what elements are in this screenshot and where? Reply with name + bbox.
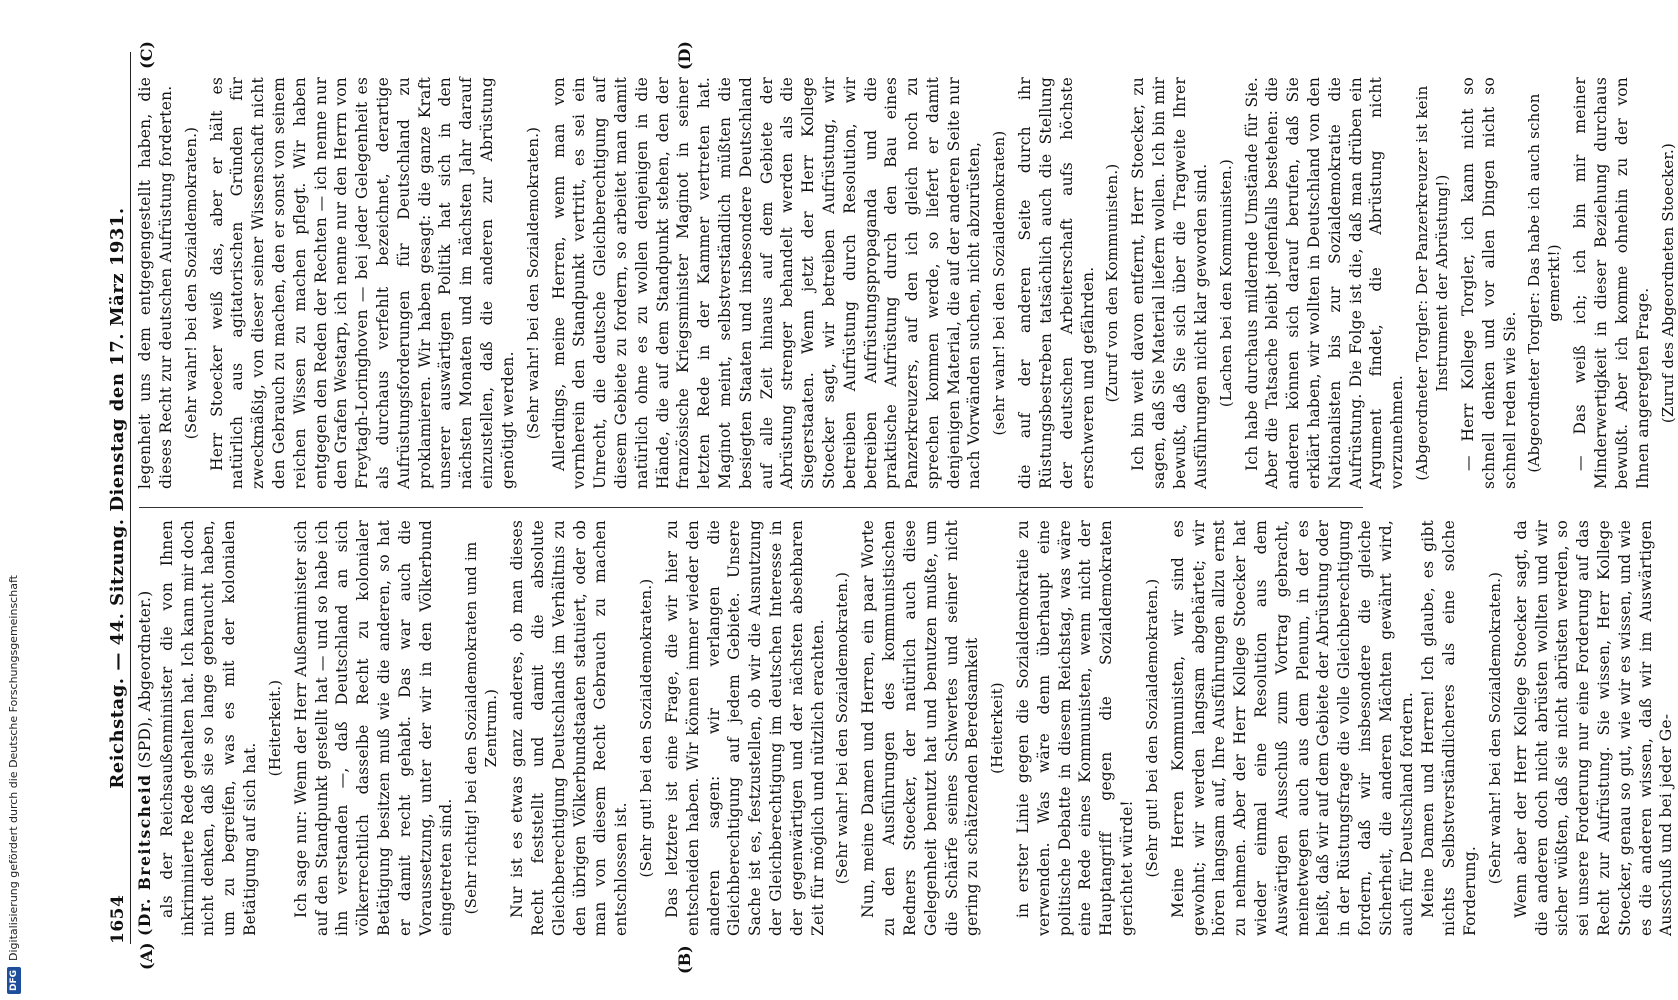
paragraph: Herr Stoecker weiß das, aber er hält es natürlich aus agitatorischen Gründen für zweckmäßig, von dieser seiner Wissenschaft nicht den Gebrauch zu machen, den er sonst von seinem reichen Wissen zu machen pflegt. Wir haben entgegen den Reden der Rechten — ich nenne nur den Grafen Westarp, ich nenne nur den Herrn von Freytagh-Loringhoven — bei jeder Gelegenheit es als durchaus verfehlt bezeichnet, derartige Aufrüstungsforderungen für Deutschland zu proklamieren. Wir haben gesagt: die ganze Kraft unserer auswärtigen Politik hat sich in den nächsten Monaten und im nächsten Jahr darauf einzustellen, daß die anderen zur Abrüstung genötigt werden.: [207, 77, 517, 489]
interjection: (Zuruf des Abgeordneten Stoecker.): [1658, 142, 1677, 424]
interjection: (sehr wahr! bei den Sozialdemokraten): [990, 130, 1009, 436]
margin-marker-d: (D): [675, 41, 694, 71]
left-column: [135, 508, 1676, 974]
interjection: (Sehr wahr! bei den Sozialdemokraten.): [523, 126, 542, 440]
paragraph: Ich habe durchaus mildernde Umstände für Sie. Aber die Tatsache bleibt jedenfalls bestehen: die anderen können sich darauf berufen, daß Sie erklärt haben, wir wollten in Deutschland von den Nationalisten bis zur Sozialdemokratie die Aufrüstung. Die Folge ist die, daß man drüben ein Argument findet, die Abrüstung nicht vorzunehmen.: [1242, 77, 1407, 489]
paragraph: Nun, meine Damen und Herren, ein paar Worte zu den Ausführungen des kommunistischen Redners Stoecker, der natürlich auch diese Gelegenheit benutzt hat und benutzen mußte, um die Schärfe seines Schwertes und seiner nicht gering zu schätzenden Beredsamkeit: [859, 520, 982, 936]
interjection: (Sehr gut! bei den Sozialdemokraten.): [636, 578, 655, 878]
paragraph: Ich bin weit davon entfernt, Herr Stoecker, zu sagen, daß Sie Material liefern wollen. Ich bin mir bewußt, daß Sie sich über die Tragweite Ihrer Ausführungen nicht klar geworden sind.: [1129, 77, 1210, 489]
dfg-logo: DFG: [7, 967, 21, 994]
paragraph: in erster Linie gegen die Sozialdemokratie zu verwenden. Was wäre denn überhaupt eine politische Debatte in diesem Reichstag, was wäre eine Rede eines Kommunisten, wenn nicht der Hauptangriff gegen die Sozialdemokraten gerichtet würde!: [1014, 520, 1137, 936]
paragraph: Wenn aber der Herr Kollege Stoecker sagt, da die anderen doch nicht abrüsten wollten und wir sicher wüßten, daß sie nicht abrüsten werden, so sei unsere Forderung nur eine Forderung auf das Recht zur Aufrüstung. Sie wissen, Herr Kollege Stoecker, genau so gut, wie wir es wissen, und wie es die anderen wissen, daß wir im Auswärtigen Ausschuß und bei jeder Ge-: [1511, 520, 1676, 936]
interjection: (Abgeordneter Torgler: Das habe ich auch schon gemerkt!): [1525, 93, 1564, 473]
page-header: [102, 52, 131, 944]
interjection: (Sehr wahr! bei den Sozialdemokraten.): [833, 571, 852, 885]
paragraph: Allerdings, meine Herren, wenn man von vornherein den Standpunkt vertritt, es sei ein Unrecht, die deutsche Gleichberechtigung auf diesem Gebiete zu fordern, so arbeitet man damit natürlich ohne es zu wollen denjenigen in die Hände, die auf dem Standpunkt stehen, den der französische Kriegsminister Maginot in seiner letzten Rede in der Kammer vertreten hat. Maginot meint, selbstverständlich müßten die besiegten Staaten und insbesondere Deutschland auf alle Zeit hinaus auf dem Gebiete der Abrüstung strenger behandelt werden als die Siegerstaaten. Wenn jetzt der Herr Kollege Stoecker sagt, wir betreiben Aufrüstung, wir betreiben Aufrüstung durch Resolution, wir betreiben Aufrüstungspropaganda und die praktische Aufrüstung durch den Bau eines Panzerkreuzers, auf den ich gleich noch zu sprechen kommen werde, so liefert er damit denjenigen Material, die auf der anderen Seite nur nach Vorwänden suchen, nicht abzurüsten,: [549, 77, 984, 489]
credit-text: Digitalisierung gefördert durch die Deutsche Forschungsgemeinschaft: [7, 575, 20, 961]
speaker-name: (Dr. Breitscheid: [135, 773, 154, 936]
text-columns: [135, 41, 1677, 974]
speaker-party: (SPD), Abgeordneter.): [136, 590, 154, 774]
right-column: [135, 41, 1677, 507]
interjection: (Sehr richtig! bei den Sozialdemokraten und im Zentrum.): [462, 541, 501, 915]
page-number: 1654: [108, 894, 128, 944]
interjection: (Sehr wahr! bei den Sozialdemokraten.): [181, 126, 200, 440]
interjection: (Heiterkeit.): [265, 679, 284, 777]
margin-marker-c: (C): [137, 41, 156, 69]
interjection: (Sehr wahr! bei den Sozialdemokraten.): [1485, 571, 1504, 885]
interjection: (Zuruf von den Kommunisten.): [1103, 163, 1122, 403]
interjection: (Sehr gut! bei den Sozialdemokraten.): [1142, 578, 1161, 878]
paragraph: — Herr Kollege Torgler, ich kann nicht so schnell denken und vor allen Dingen nicht so schnell reden wie Sie.: [1459, 77, 1519, 489]
margin-marker-b: (B): [675, 945, 694, 974]
paragraph: Ich sage nur: Wenn der Herr Außenminister sich auf den Standpunkt gestellt hat — und so habe ich ihn verstanden —, daß Deutschland an sich völkerrechtlich dasselbe Recht zu kolonialer Betätigung besitzen muß wie die anderen, so hat er damit recht gehabt. Das war auch die Voraussetzung, unter der wir in den Völkerbund eingetreten sind.: [291, 520, 456, 936]
interjection: (Lachen bei den Kommunisten.): [1216, 158, 1235, 408]
rotated-page: [28, 0, 1677, 1000]
paragraph: als der Reichsaußenminister die von Ihnen inkriminierte Rede gehalten hat. Ich kann mir doch nicht denken, daß sie so lange gebraucht haben, um zu begreifen, was es mit der kolonialen Betätigung auf sich hat.: [157, 520, 259, 936]
paragraph: — Das weiß ich; ich bin mir meiner Minderwertigkeit in dieser Beziehung durchaus bewußt. Aber ich komme ohnehin zu der von Ihnen angeregten Frage.: [1571, 77, 1652, 489]
speaker-line: [135, 520, 156, 936]
paragraph: Meine Damen und Herren! Ich glaube, es gibt nichts Selbstverständlicheres als eine solche Forderung.: [1419, 520, 1480, 936]
interjection: (Heiterkeit): [988, 682, 1007, 774]
paragraph: Nur ist es etwas ganz anderes, ob man dieses Recht feststellt und damit die absolute Gleichberechtigung Deutschlands im Verhältnis zu den übrigen Völkerbundstaaten statuiert, oder ob man von diesem Recht Gebrauch zu machen entschlossen ist.: [508, 520, 631, 936]
margin-marker-a: (A): [137, 942, 156, 970]
digitization-sidebar: [0, 0, 24, 1000]
paragraph: Meine Herren Kommunisten, wir sind es gewohnt; wir werden langsam abgehärtet; wir hören langsam auf, Ihre Ausführungen allzu ernst zu nehmen. Aber der Herr Kollege Stoecker hat wieder einmal eine Resolution aus dem Auswärtigen Ausschuß zum Vortrag gebracht, meinetwegen auch aus dem Plenum, in der es heißt, daß wir auf dem Gebiete der Abrüstung oder in der Rüstungsfrage die volle Gleichberechtigung fordern, daß wir insbesondere die gleiche Sicherheit, die anderen Mächten gewährt wird, auch für Deutschland fordern.: [1168, 520, 1416, 936]
paragraph: die auf der anderen Seite durch ihr Rüstungsbestreben tatsächlich auch die Stellung der deutschen Arbeiterschaft aufs höchste erschweren und gefährden.: [1016, 77, 1097, 489]
page-title: Reichstag. — 44. Sitzung. Dienstag den 17. März 1931.: [107, 207, 128, 789]
paragraph: legenheit uns dem entgegengestellt haben, die dieses Recht zur deutschen Aufrüstung forderten.: [136, 77, 175, 489]
interjection: (Abgeordneter Torgler: Der Panzerkreuzer ist kein Instrument der Abrüstung!): [1413, 85, 1452, 481]
paragraph: Das letztere ist eine Frage, die wir hier zu entscheiden haben. Wir können immer wieder den anderen sagen: wir verlangen die Gleichberechtigung auf jedem Gebiete. Unsere Sache ist es, festzustellen, ob wir die Ausnutzung der Gleichberechtigung im deutschen Interesse in der gegenwärtigen und der nächsten absehbaren Zeit für möglich und nützlich erachten.: [662, 520, 827, 936]
digitization-credit: [2, 0, 26, 1000]
scanned-page-area: [28, 0, 1677, 1000]
